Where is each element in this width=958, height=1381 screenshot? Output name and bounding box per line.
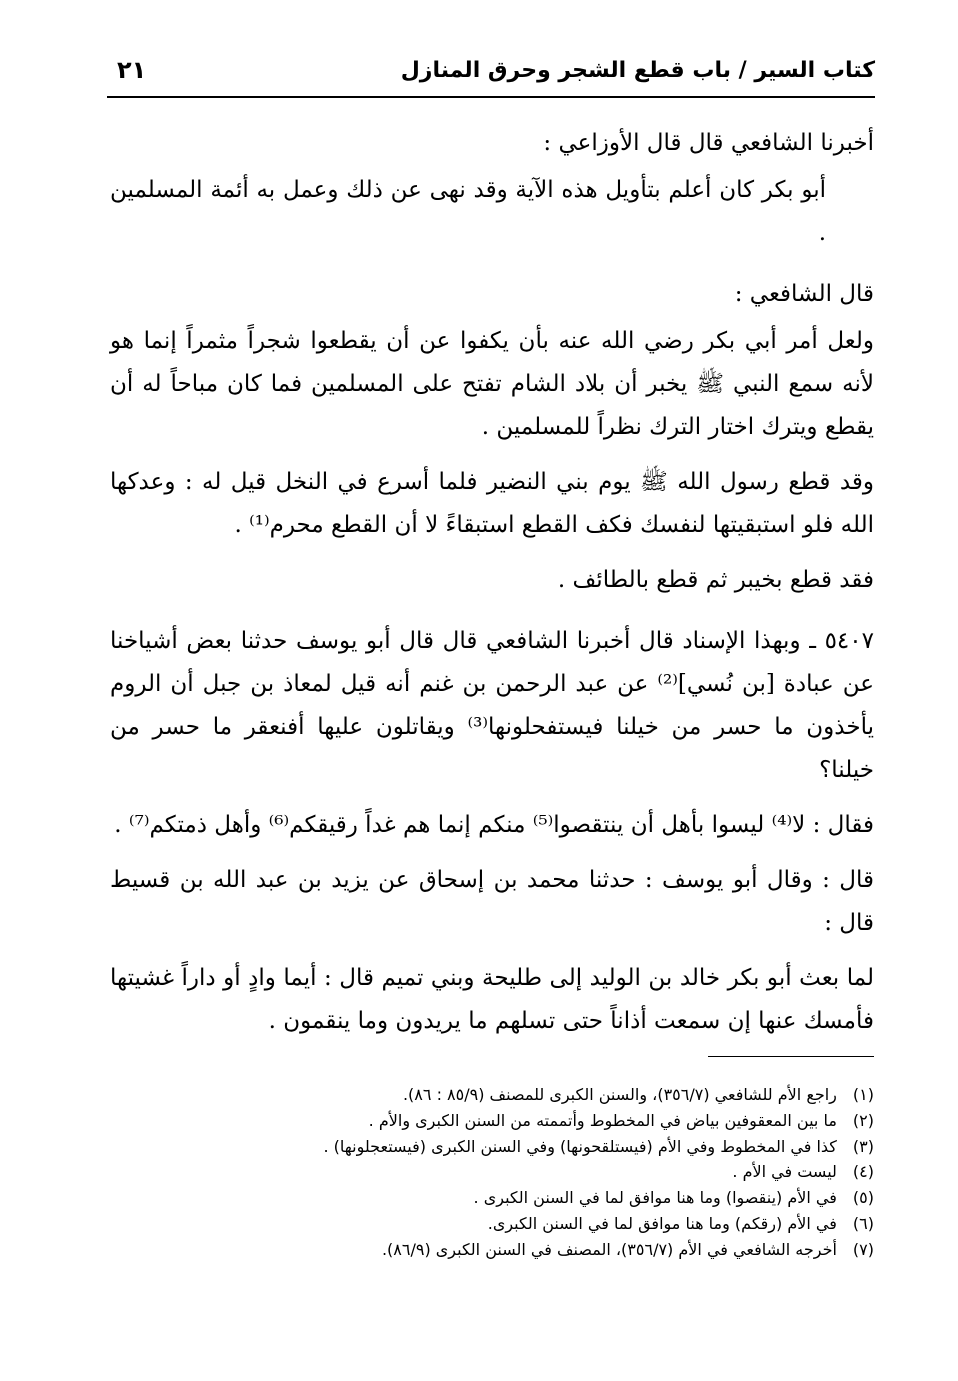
footnotes-list <box>300 1082 874 1263</box>
footnote-item <box>300 1134 874 1160</box>
footnote-text: ليست في الأم . <box>732 1162 837 1182</box>
page-number: ٢١ <box>117 56 147 84</box>
paragraph-abu-bakr-quote: أبو بكر كان أعلم بتأويل هذه الآية وقد نهى عن ذلك وعمل به أئمة المسلمين . <box>110 177 826 246</box>
hadith-5407: ٥٤٠٧ ـ وبهذا الإسناد قال أخبرنا الشافعي قال قال أبو يوسف حدثنا بعض أشياخنا عن عبادة [بن نُسي]⁽²⁾ عن عبد الرحمن بن غنم أنه قيل لمعاذ بن جبل أن الروم يأخذون ما حسر من خيلنا فيستفحلونها⁽³⁾ ويقاتلون عليها أفنعقر ما حسر من خيلنا؟ <box>110 628 874 783</box>
footnote-text: راجع الأم للشافعي (٣٥٦/٧)، والسنن الكبرى للمصنف (٨٥/٩ : ٨٦). <box>402 1085 837 1104</box>
footnote-item <box>300 1108 874 1134</box>
footnote-item <box>300 1185 874 1211</box>
footnote-item <box>300 1082 874 1108</box>
running-title: كتاب السير / باب قطع الشجر وحرق المنازل <box>400 58 875 83</box>
paragraph-shafii-comment: ولعل أمر أبي بكر رضي الله عنه بأن يكفوا عن أن يقطعوا شجراً مثمراً إنما هو لأنه سمع النبي ﷺ يخبر أن بلاد الشام تفتح على المسلمين فما كان مباحاً له أن يقطع ويترك اختار الترك نظراً للمسلمين . <box>110 328 874 440</box>
footnote-text: ما بين المعقوفين بياض في المخطوط وأتممته من السنن الكبرى والأم . <box>368 1110 837 1130</box>
paragraph-abu-yusuf-isnad: قال : وقال أبو يوسف : حدثنا محمد بن إسحاق عن يزيد بن عبد الله بن قسيط قال : <box>110 867 874 936</box>
footnote-number: (٣) <box>852 1136 874 1156</box>
paragraph-khaybar-taif: فقد قطع بخيبر ثم قطع بالطائف . <box>557 567 874 593</box>
footnote-number: (١) <box>852 1085 874 1104</box>
paragraph-muadh-reply: فقال : لا⁽⁴⁾ ليسوا بأهل أن ينتقصوا⁽⁵⁾ منكم إنما هم غداً رقيقكم⁽⁶⁾ وأهل ذمتكم⁽⁷⁾ . <box>114 812 874 838</box>
paragraph-khalid-instruction: لما بعث أبو بكر خالد بن الوليد إلى طليحة وبني تميم قال : أيما وادٍ أو داراً غشيتها فأمسك عنها إن سمعت أذاناً حتى تسلهم ما يريدون وما ينقمون . <box>110 965 874 1034</box>
footnote-text: في الأم (رقكم) وما هنا موافق لما في السنن الكبرى. <box>487 1213 837 1233</box>
paragraph-shafii-heading: قال الشافعي : <box>734 281 874 307</box>
footnote-item <box>300 1237 874 1263</box>
footnote-item <box>300 1159 874 1185</box>
footnote-number: (٧) <box>852 1239 874 1259</box>
footnote-number: (٦) <box>852 1213 874 1233</box>
paragraph-isnad-awzai: أخبرنا الشافعي قال قال الأوزاعي : <box>543 130 874 156</box>
footnote-divider <box>708 1056 874 1057</box>
page-header <box>107 52 875 98</box>
footnote-text: كذا في المخطوط وفي الأم (فيستلقحونها) وفي السنن الكبرى (فيستعجلونها) . <box>323 1136 837 1156</box>
main-text <box>110 122 874 1055</box>
footnote-number: (٢) <box>852 1110 874 1130</box>
footnote-number: (٥) <box>852 1188 874 1208</box>
footnote-text: أخرجه الشافعي في الأم (٣٥٦/٧)، المصنف في السنن الكبرى (٨٦/٩). <box>381 1239 837 1259</box>
paragraph-bani-nadir: وقد قطع رسول الله ﷺ يوم بني النضير فلما أسرع في النخل قيل له : وعدكها الله فلو استبقيتها لنفسك فكف القطع استبقاءً لا أن القطع محرم⁽¹⁾ . <box>110 469 874 538</box>
footnote-item <box>300 1211 874 1237</box>
footnote-text: في الأم (ينقصوا) وما هنا موافق لما في السنن الكبرى . <box>473 1188 837 1208</box>
footnote-number: (٤) <box>852 1162 874 1182</box>
